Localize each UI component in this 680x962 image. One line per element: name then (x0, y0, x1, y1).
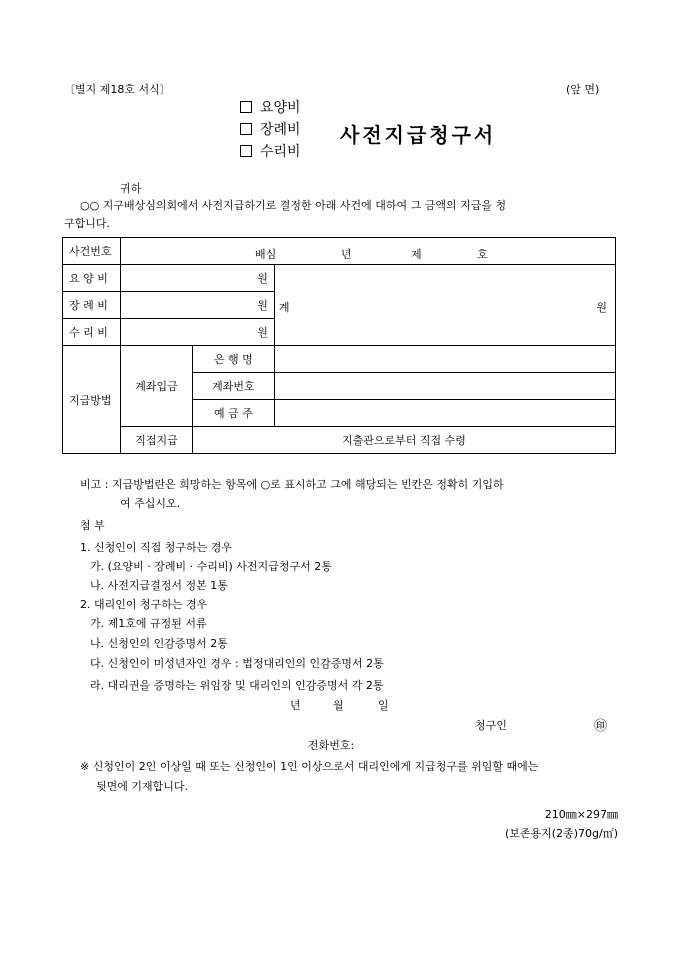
attachment-item: 라. 대리권을 증명하는 위임장 및 대리인의 인감증명서 각 2통 (90, 679, 384, 692)
direct-payment-option[interactable]: 직접지급 (120, 427, 192, 454)
case-year-label: 년 (340, 248, 352, 261)
paper-type: (보존용지(2종)70g/㎡) (505, 827, 618, 840)
intro-line-2: 구합니다. (64, 217, 111, 230)
seal-icon: ㊞ (594, 719, 608, 734)
checkbox-medical[interactable] (240, 101, 252, 113)
claimant-label: 청구인 (475, 719, 507, 732)
total-field[interactable] (274, 265, 615, 346)
account-holder-label: 예 금 주 (192, 400, 274, 427)
claim-form-table (62, 237, 616, 454)
option-repair[interactable] (240, 144, 301, 161)
case-number-field[interactable] (120, 238, 615, 265)
medical-row (63, 265, 616, 292)
direct-payment-row (63, 427, 616, 454)
footnote-line-1: ※ 신청인이 2인 이상일 때 또는 신청인이 1인 이상으로서 대리인에게 지급청구를 위임할 때에는 (80, 760, 539, 773)
date-year-label: 년 (290, 699, 301, 712)
option-funeral[interactable] (240, 122, 301, 139)
attachment-item: 가. 제1호에 규정된 서류 (90, 617, 207, 630)
attachment-item: 2. 대리인이 청구하는 경우 (80, 598, 208, 611)
case-number-row (63, 238, 616, 265)
attachments-heading: 첨 부 (80, 519, 105, 532)
repair-amount-field[interactable] (120, 319, 274, 346)
attachment-item: 가. (요양비 · 장례비 · 수리비) 사전지급청구서 2통 (90, 560, 332, 573)
direct-payment-desc: 지출관으로부터 직접 수령 (192, 427, 615, 454)
account-holder-field[interactable] (274, 400, 615, 427)
bank-row (63, 346, 616, 373)
repair-label: 수 리 비 (63, 319, 121, 346)
addressee: 귀하 (120, 182, 142, 195)
page-side-label: (앞 면) (566, 83, 600, 96)
won-unit: 원 (257, 272, 268, 285)
footnote-line-2: 뒷면에 기재합니다. (96, 780, 189, 793)
account-number-field[interactable] (274, 373, 615, 400)
attachment-item: 다. 신청인이 미성년자인 경우 : 법정대리인의 인감증명서 2통 (90, 657, 384, 670)
paper-size: 210㎜×297㎜ (544, 808, 618, 821)
case-number-label: 사건번호 (63, 238, 121, 265)
case-prefix: 배심 (254, 248, 277, 261)
date-month-label: 월 (333, 699, 344, 712)
attachment-item: 나. 신청인의 인감증명서 2통 (90, 637, 228, 650)
checkbox-repair[interactable] (240, 145, 252, 157)
checkbox-funeral[interactable] (240, 123, 252, 135)
date-day-label: 일 (378, 699, 389, 712)
funeral-label: 장 례 비 (63, 292, 121, 319)
account-deposit-option[interactable]: 계좌입금 (120, 346, 192, 427)
case-je-label: 제 (410, 248, 422, 261)
total-label: 계 (278, 301, 290, 314)
won-unit: 원 (257, 299, 268, 312)
attachment-item: 나. 사전지급결정서 정본 1통 (90, 579, 228, 592)
attachment-item: 1. 신청인이 직접 청구하는 경우 (80, 541, 232, 554)
bank-name-field[interactable] (274, 346, 615, 373)
option-repair-label: 수리비 (260, 144, 301, 160)
option-medical-label: 요양비 (260, 100, 301, 116)
intro-line-1: ○○ 지구배상심의회에서 사전지급하기로 결정한 아래 사건에 대하여 그 금액의 지급을 청 (80, 199, 507, 212)
form-number: 〔별지 제18호 서식〕 (64, 83, 171, 96)
bank-name-label: 은 행 명 (192, 346, 274, 373)
note-line-1: 비고 : 지급방법란은 희망하는 항목에 ○로 표시하고 그에 해당되는 빈칸은 정확히 기입하 (80, 478, 504, 491)
medical-amount-field[interactable] (120, 265, 274, 292)
won-unit: 원 (257, 326, 268, 339)
payment-method-label: 지급방법 (63, 346, 121, 454)
document-title: 사전지급청구서 (340, 123, 497, 147)
medical-label: 요 양 비 (63, 265, 121, 292)
total-won-unit: 원 (596, 301, 607, 314)
phone-label: 전화번호: (308, 739, 355, 752)
option-medical[interactable] (240, 100, 301, 117)
note-line-2: 여 주십시오. (120, 497, 181, 510)
case-ho-label: 호 (476, 248, 488, 261)
account-number-label: 계좌번호 (192, 373, 274, 400)
option-funeral-label: 장례비 (260, 122, 301, 138)
funeral-amount-field[interactable] (120, 292, 274, 319)
